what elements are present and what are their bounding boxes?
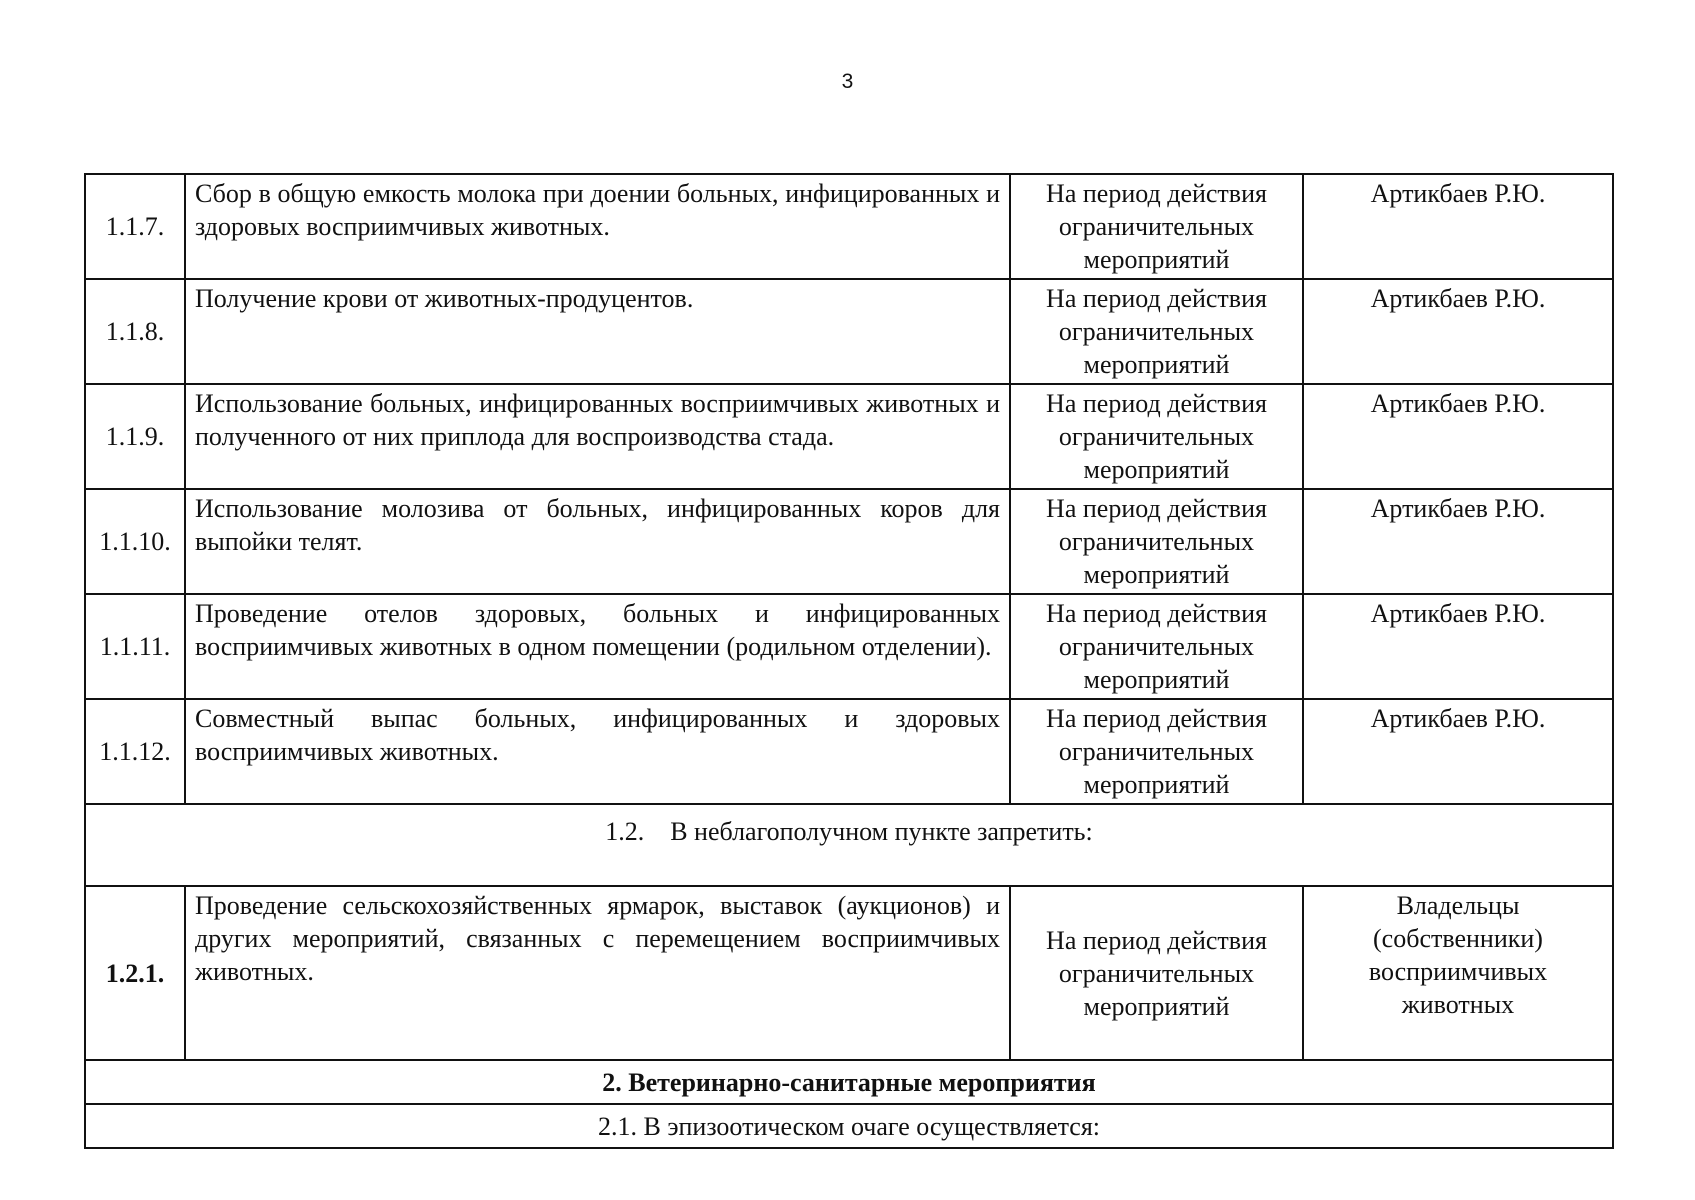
period-cell: На период действия ограничительных мероприятий xyxy=(1010,174,1303,279)
measure-text: Совместный выпас больных, инфицированных и здоровых восприимчивых животных. xyxy=(185,699,1010,804)
section-heading-2 xyxy=(85,1060,1613,1104)
item-number: 1.1.10. xyxy=(85,489,185,594)
period-cell: На период действия ограничительных мероприятий xyxy=(1010,594,1303,699)
measure-text: Проведение сельскохозяйственных ярмарок, выставок (аукционов) и других мероприятий, связанных с перемещением восприимчивых животных. xyxy=(185,886,1010,1060)
measure-text: Проведение отелов здоровых, больных и инфицированных восприимчивых животных в одном помещении (родильном отделении). xyxy=(185,594,1010,699)
responsible-cell: Артикбаев Р.Ю. xyxy=(1303,384,1613,489)
section-title: В неблагополучном пункте запретить: xyxy=(670,817,1093,846)
responsible-cell: Артикбаев Р.Ю. xyxy=(1303,699,1613,804)
item-number: 1.1.11. xyxy=(85,594,185,699)
responsible-cell: Артикбаев Р.Ю. xyxy=(1303,489,1613,594)
measure-text: Получение крови от животных-продуцентов. xyxy=(185,279,1010,384)
table-row xyxy=(85,489,1613,594)
table-row xyxy=(85,594,1613,699)
responsible-cell: Артикбаев Р.Ю. xyxy=(1303,594,1613,699)
item-number: 1.1.9. xyxy=(85,384,185,489)
responsible-cell: Артикбаев Р.Ю. xyxy=(1303,279,1613,384)
item-number: 1.1.12. xyxy=(85,699,185,804)
section-heading: 2. Ветеринарно-санитарные мероприятия xyxy=(85,1060,1613,1104)
table-row xyxy=(85,886,1613,1060)
item-number: 1.1.7. xyxy=(85,174,185,279)
item-number: 1.2.1. xyxy=(85,886,185,1060)
page-number: 3 xyxy=(841,70,854,93)
responsible-cell: Владельцы (собственники) восприимчивых животных xyxy=(1303,886,1613,1060)
section-title-cell xyxy=(85,804,1613,886)
period-cell: На период действия ограничительных мероприятий xyxy=(1010,699,1303,804)
subsection-heading-2-1 xyxy=(85,1104,1613,1148)
measure-text: Использование больных, инфицированных восприимчивых животных и полученного от них приплода для воспроизводства стада. xyxy=(185,384,1010,489)
measure-text: Сбор в общую емкость молока при доении больных, инфицированных и здоровых восприимчивых животных. xyxy=(185,174,1010,279)
measure-text: Использование молозива от больных, инфицированных коров для выпойки телят. xyxy=(185,489,1010,594)
period-cell: На период действия ограничительных мероприятий xyxy=(1010,886,1303,1060)
period-cell: На период действия ограничительных мероприятий xyxy=(1010,279,1303,384)
table-row xyxy=(85,279,1613,384)
table-row xyxy=(85,174,1613,279)
period-cell: На период действия ограничительных мероприятий xyxy=(1010,489,1303,594)
period-cell: На период действия ограничительных мероприятий xyxy=(1010,384,1303,489)
table-row xyxy=(85,384,1613,489)
section-number: 1.2. xyxy=(605,817,645,846)
measures-table xyxy=(84,173,1614,1149)
subsection-heading: 2.1. В эпизоотическом очаге осуществляется: xyxy=(85,1104,1613,1148)
item-number: 1.1.8. xyxy=(85,279,185,384)
table-row xyxy=(85,699,1613,804)
responsible-cell: Артикбаев Р.Ю. xyxy=(1303,174,1613,279)
section-header-1-2 xyxy=(85,804,1613,886)
